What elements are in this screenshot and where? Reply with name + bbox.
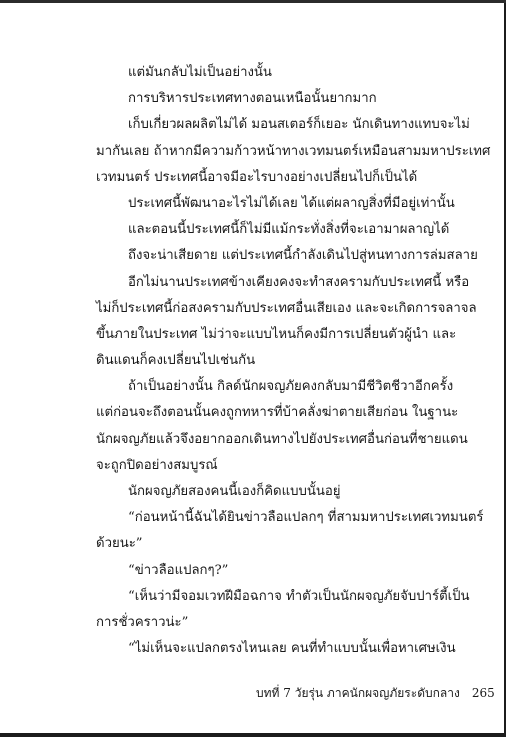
text-line: แต่มันกลับไม่เป็นอย่างนั้น bbox=[128, 65, 272, 80]
text-line: “ไม่เห็นจะแปลกตรงไหนเลย คนที่ทำแบบนั้นเพื่อหาเศษเงิน bbox=[128, 641, 456, 657]
text-line: แต่ก่อนจะถึงตอนนั้นคงถูกทหารที่บ้าคลั่งฆ่าตายเสียก่อน ในฐานะ bbox=[96, 405, 459, 421]
chapter-title: บทที่ 7 วัยรุ่น ภาคนักผจญภัยระดับกลาง bbox=[256, 686, 460, 700]
page-footer bbox=[256, 684, 495, 703]
text-line: และตอนนี้ประเทศนี้ก็ไม่มีแม้กระทั่งสิ่งที่จะเอามาผลาญได้ bbox=[128, 222, 450, 238]
text-line: ประเทศนี้พัฒนาอะไรไม่ได้เลย ได้แต่ผลาญสิ่งที่มีอยู่เท่านั้น bbox=[128, 195, 455, 211]
text-line: ไม่ก็ประเทศนี้ก่อสงครามกับประเทศอื่นเสียเอง และจะเกิดการจลาจล bbox=[96, 300, 477, 316]
page-number: 265 bbox=[471, 686, 495, 700]
text-line: เก็บเกี่ยวผลผลิตไม่ได้ มอนสเตอร์ก็เยอะ นักเดินทางแทบจะไม่ bbox=[128, 117, 470, 133]
text-line: มากันเลย ถ้าหากมีความก้าวหน้าทางเวทมนตร์เหมือนสามมหาประเทศ bbox=[96, 143, 491, 159]
text-line: “เห็นว่ามีจอมเวทฝีมือฉกาจ ทำตัวเป็นนักผจญภัยจับปาร์ตี้เป็น bbox=[128, 588, 470, 604]
text-line: การบริหารประเทศทางตอนเหนือนั้นยากมาก bbox=[128, 91, 377, 107]
text-line: “ข่าวลือแปลกๆ?” bbox=[128, 562, 229, 578]
text-line: “ก่อนหน้านี้ฉันได้ยินข่าวลือแปลกๆ ที่สามมหาประเทศเวทมนตร์ bbox=[128, 510, 484, 526]
text-line: ถึงจะน่าเสียดาย แต่ประเทศนี้กำลังเดินไปสู่หนทางการล่มสลาย bbox=[128, 248, 478, 264]
text-line: เวทมนตร์ ประเทศนี้อาจมีอะไรบางอย่างเปลี่ยนไปก็เป็นได้ bbox=[96, 169, 418, 185]
text-line: ด้วยนะ” bbox=[96, 536, 143, 552]
text-line: จะถูกปิดอย่างสมบูรณ์ bbox=[96, 457, 218, 473]
text-line: การชั่วคราวน่ะ” bbox=[96, 614, 189, 630]
text-line: นักผจญภัยแล้วจึงอยากออกเดินทางไปยังประเทศอื่นก่อนที่ชายแดน bbox=[96, 431, 468, 447]
text-line: อีกไม่นานประเทศข้างเคียงคงจะทำสงครามกับประเทศนี้ หรือ bbox=[128, 274, 470, 290]
page-body bbox=[96, 60, 491, 662]
text-line: นักผจญภัยสองคนนี้เองก็คิดแบบนั้นอยู่ bbox=[128, 484, 341, 499]
text-line: ขึ้นภายในประเทศ ไม่ว่าจะแบบไหนก็คงมีการเปลี่ยนตัวผู้นำ และ bbox=[96, 326, 457, 342]
text-line: ดินแดนก็คงเปลี่ยนไปเช่นกัน bbox=[96, 353, 256, 369]
top-border bbox=[0, 0, 506, 3]
text-line: ถ้าเป็นอย่างนั้น กิลด์นักผจญภัยคงกลับมามีชีวิตชีวาอีกครั้ง bbox=[128, 379, 454, 395]
